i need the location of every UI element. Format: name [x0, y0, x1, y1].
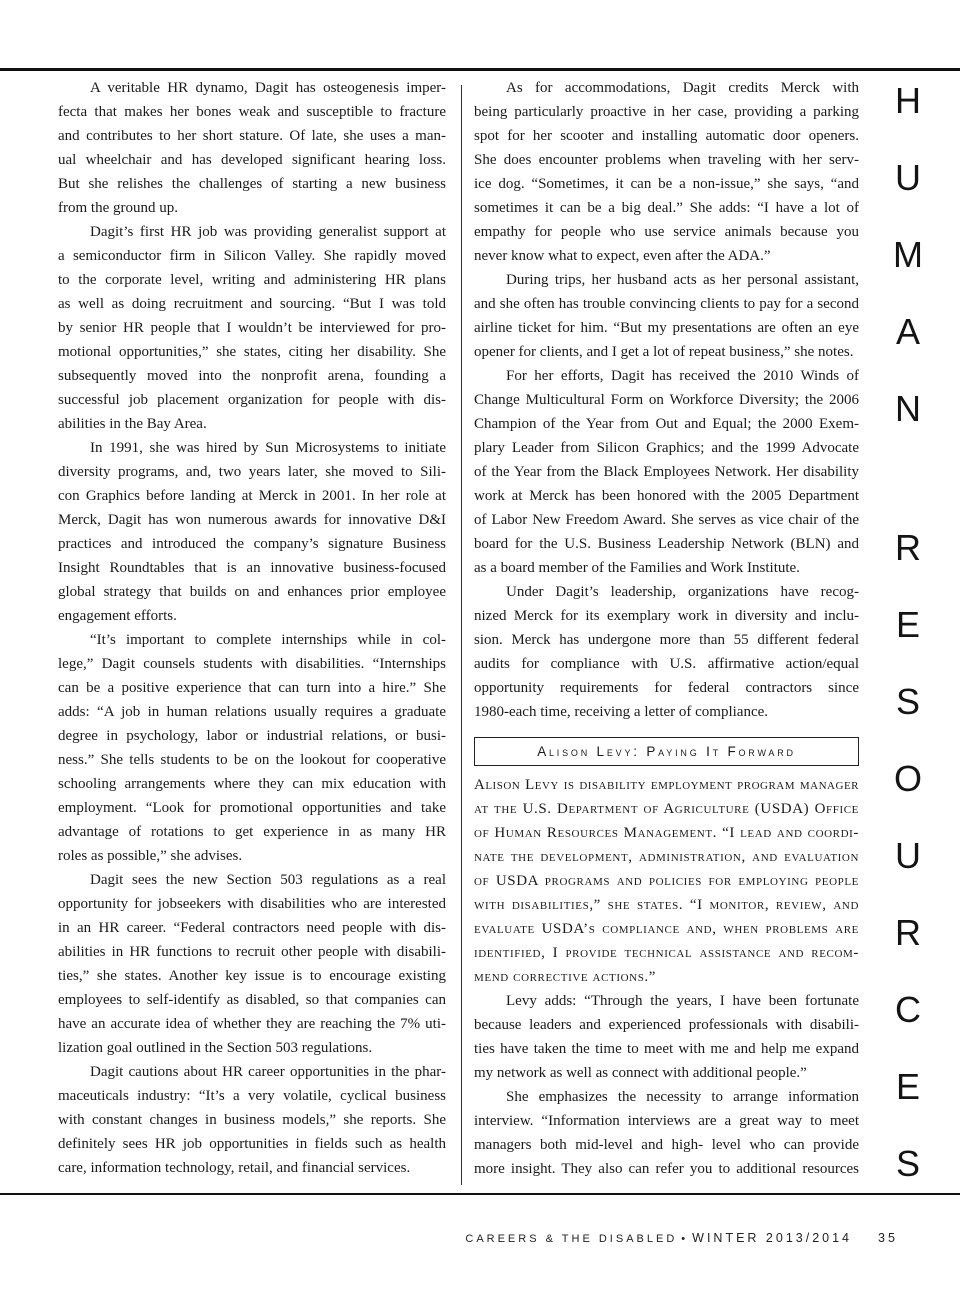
section-label-word-gap: [880, 447, 936, 509]
text-line: abilities in HR functions to recruit other people with disabili-: [58, 944, 446, 960]
text-line: schooling arrangements where they can mix education with: [58, 776, 446, 792]
footer-issue: WINTER 2013/2014: [692, 1231, 852, 1245]
footer-separator: •: [681, 1233, 686, 1245]
text-line: managers both mid-level and high- level who can provide: [474, 1137, 859, 1153]
text-line: with constant changes in business models,” she reports. She: [58, 1112, 446, 1128]
text-line: ness.” She tells students to be on the lookout for cooperative: [58, 752, 446, 768]
text-line: Dagit sees the new Section 503 regulations as a real: [90, 872, 446, 888]
section-label-letter: U: [895, 157, 921, 198]
text-line: sometimes it can be a big deal.” She adds: “I have a lot of: [474, 200, 859, 216]
section-label-letter: O: [893, 758, 922, 799]
text-line: nized Merck for its exemplary work in diversity and inclu-: [474, 608, 859, 624]
text-line: motional opportunities,” she states, citing her disability. She: [58, 344, 446, 360]
text-line: nate the development, administration, and evaluation: [474, 849, 859, 865]
running-footer: [465, 1228, 852, 1248]
paragraph: [58, 76, 446, 220]
text-line: opener for clients, and I get a lot of repeat business,” she notes.: [474, 344, 854, 360]
text-line: ties have taken the time to meet with me and help me expand: [474, 1041, 859, 1057]
text-line: Dagit cautions about HR career opportunities in the phar-: [90, 1064, 446, 1080]
text-line: subsequently moved into the nonprofit arena, founding a: [58, 368, 446, 384]
text-line: have an accurate idea of whether they are reaching the 7% uti-: [58, 1016, 446, 1032]
text-line: practices and introduced the company’s signature Business: [58, 536, 446, 552]
text-line: As for accommodations, Dagit credits Merck with: [506, 80, 859, 96]
text-line: Alison Levy is disability employment program manager: [474, 777, 859, 793]
paragraph: [474, 580, 859, 724]
text-line: Merck, Dagit has won numerous awards for innovative D&I: [58, 512, 446, 528]
text-line: ice dog. “Sometimes, it can be a non-issue,” she says, “and: [474, 176, 859, 192]
text-line: roles as possible,” she advises.: [58, 848, 243, 864]
paragraph: [58, 436, 446, 628]
text-line: of Labor New Freedom Award. She serves as vice chair of the: [474, 512, 859, 528]
section-label-letter: H: [895, 80, 921, 121]
text-line: fecta that makes her bones weak and susceptible to fracture: [58, 104, 446, 120]
text-line: Under Dagit’s leadership, organizations have recog-: [506, 584, 859, 600]
text-line: lization goal outlined in the Section 503 regulations.: [58, 1040, 373, 1056]
text-line: more insight. They also can refer you to additional resources: [474, 1161, 859, 1177]
text-line: “It’s important to complete internships while in col-: [90, 632, 446, 648]
subhead-box: [474, 737, 859, 766]
lead-paragraph: [474, 773, 859, 989]
text-line: Dagit’s first HR job was providing generalist support at: [90, 224, 446, 240]
text-line: A veritable HR dynamo, Dagit has osteogenesis imper-: [90, 80, 446, 96]
section-label-letter: R: [895, 912, 921, 953]
section-label-letter: S: [895, 1143, 920, 1184]
text-line: my network as well as connect with additional people.”: [474, 1065, 807, 1081]
text-line: maceuticals industry: “It’s a very volatile, cyclical business: [58, 1088, 446, 1104]
section-label-letter: C: [895, 989, 921, 1030]
section-label-letter: S: [895, 681, 920, 722]
text-line: Insight Roundtables that is an innovative business-focused: [58, 560, 446, 576]
text-line: Levy adds: “Through the years, I have been fortunate: [506, 993, 859, 1009]
text-line: lege,” Dagit counsels students with disabilities. “Internships: [58, 656, 446, 672]
text-line: For her efforts, Dagit has received the 2010 Winds of: [506, 368, 859, 384]
paragraph: [474, 268, 859, 364]
section-label-letter: R: [895, 527, 921, 568]
text-line: employment. “Look for promotional opportunities and take: [58, 800, 446, 816]
text-line: in an HR career. “Federal contractors need people with dis-: [58, 920, 446, 936]
text-line: con Graphics before landing at Merck in 2001. In her role at: [58, 488, 446, 504]
right-column-bottom: [474, 773, 859, 1181]
text-line: care, information technology, retail, and financial services.: [58, 1160, 411, 1176]
column-divider: [461, 85, 462, 1185]
text-line: successful job placement organization for people with dis-: [58, 392, 446, 408]
left-column: [58, 76, 446, 1180]
text-line: interview. “Information interviews are a great way to meet: [474, 1113, 859, 1129]
paragraph: [474, 989, 859, 1085]
text-line: mend corrective actions.”: [474, 969, 657, 985]
text-line: opportunity for jobseekers with disabilities who are interested: [58, 896, 446, 912]
footer-publication: CAREERS & THE DISABLED: [465, 1233, 678, 1245]
text-line: advantage of rotations to get experience in as many HR: [58, 824, 446, 840]
text-line: In 1991, she was hired by Sun Microsystems to initiate: [90, 440, 446, 456]
paragraph: [58, 628, 446, 868]
text-line: from the ground up.: [58, 200, 178, 216]
text-line: a semiconductor firm in Silicon Valley. She rapidly moved: [58, 248, 446, 264]
text-line: work at Merck has been honored with the 2005 Department: [474, 488, 859, 504]
text-line: opportunity requirements for federal contractors since: [474, 680, 859, 696]
paragraph: [474, 364, 859, 580]
text-line: diversity programs, and, two years later, she moved to Sili-: [58, 464, 446, 480]
text-line: audits for compliance with U.S. affirmative action/equal: [474, 656, 859, 672]
bottom-rule: [0, 1193, 960, 1195]
paragraph: [474, 76, 859, 268]
paragraph: [58, 220, 446, 436]
text-line: can be a positive experience that can turn into a hire.” She: [58, 680, 446, 696]
text-line: degree in psychology, labor or industrial relations, or busi-: [58, 728, 446, 744]
text-line: of the Year from the Black Employees Network. Her disability: [474, 464, 859, 480]
top-rule: [0, 68, 960, 71]
text-line: global strategy that builds on and enhances prior employee: [58, 584, 446, 600]
section-label-letter: M: [893, 234, 923, 275]
text-line: as well as doing recruitment and sourcing. “But I was told: [58, 296, 446, 312]
section-label-letter: E: [895, 604, 920, 645]
text-line: ties,” she states. Another key issue is to encourage existing: [58, 968, 446, 984]
text-line: evaluate USDA’s compliance and, when problems are: [474, 921, 859, 937]
text-line: with disabilities,” she states. “I monitor, review, and: [474, 897, 859, 913]
text-line: empathy for people who use service animals because you: [474, 224, 859, 240]
text-line: as a board member of the Families and Work Institute.: [474, 560, 800, 576]
text-line: But she relishes the challenges of starting a new business: [58, 176, 446, 192]
text-line: being particularly proactive in her case, providing a parking: [474, 104, 859, 120]
text-line: During trips, her husband acts as her personal assistant,: [506, 272, 859, 288]
text-line: identified, I provide technical assistance and recom-: [474, 945, 859, 961]
text-line: board for the U.S. Business Leadership Network (BLN) and: [474, 536, 859, 552]
right-column-top: [474, 76, 859, 724]
text-line: engagement efforts.: [58, 608, 177, 624]
text-line: She does encounter problems when traveling with her serv-: [474, 152, 859, 168]
text-line: plary Leader from Silicon Graphics; and the 1999 Advocate: [474, 440, 859, 456]
text-line: of USDA programs and policies for employing people: [474, 873, 859, 889]
text-line: and contributes to her short stature. Of late, she uses a man-: [58, 128, 446, 144]
subhead-title: Alison Levy: Paying It Forward: [537, 744, 796, 759]
text-line: airline ticket for him. “But my presentations are often an eye: [474, 320, 859, 336]
paragraph: [58, 868, 446, 1060]
text-line: employees to self-identify as disabled, so that companies can: [58, 992, 446, 1008]
text-line: Champion of the Year from Out and Equal; the 2000 Exem-: [474, 416, 859, 432]
text-line: because leaders and experienced professionals with disabili-: [474, 1017, 859, 1033]
text-line: at the U.S. Department of Agriculture (USDA) Office: [474, 801, 859, 817]
text-line: Change Multicultural Form on Workforce Diversity; the 2006: [474, 392, 859, 408]
page-number: 35: [878, 1231, 898, 1245]
section-label-letter: E: [895, 1066, 920, 1107]
text-line: never know what to expect, even after the ADA.”: [474, 248, 771, 264]
text-line: She emphasizes the necessity to arrange information: [506, 1089, 859, 1105]
text-line: 1980-each time, receiving a letter of compliance.: [474, 704, 769, 720]
text-line: abilities in the Bay Area.: [58, 416, 207, 432]
text-line: to the corporate level, writing and administering HR plans: [58, 272, 446, 288]
section-label-vertical: [880, 62, 936, 1202]
text-line: and she often has trouble convincing clients to pay for a second: [474, 296, 859, 312]
section-label-letter: N: [895, 388, 921, 429]
paragraph: [474, 1085, 859, 1181]
text-line: definitely sees HR job opportunities in fields such as health: [58, 1136, 446, 1152]
text-line: ual wheelchair and has developed significant hearing loss.: [58, 152, 446, 168]
paragraph: [58, 1060, 446, 1180]
text-line: sion. Merck has undergone more than 55 different federal: [474, 632, 859, 648]
text-line: spot for her scooter and installing automatic door openers.: [474, 128, 859, 144]
text-line: by senior HR people that I wouldn’t be interviewed for pro-: [58, 320, 446, 336]
text-line: of Human Resources Management. “I lead and coordi-: [474, 825, 859, 841]
section-label-letter: U: [895, 835, 921, 876]
section-label-letter: A: [895, 311, 920, 352]
text-line: adds: “A job in human relations usually requires a graduate: [58, 704, 446, 720]
